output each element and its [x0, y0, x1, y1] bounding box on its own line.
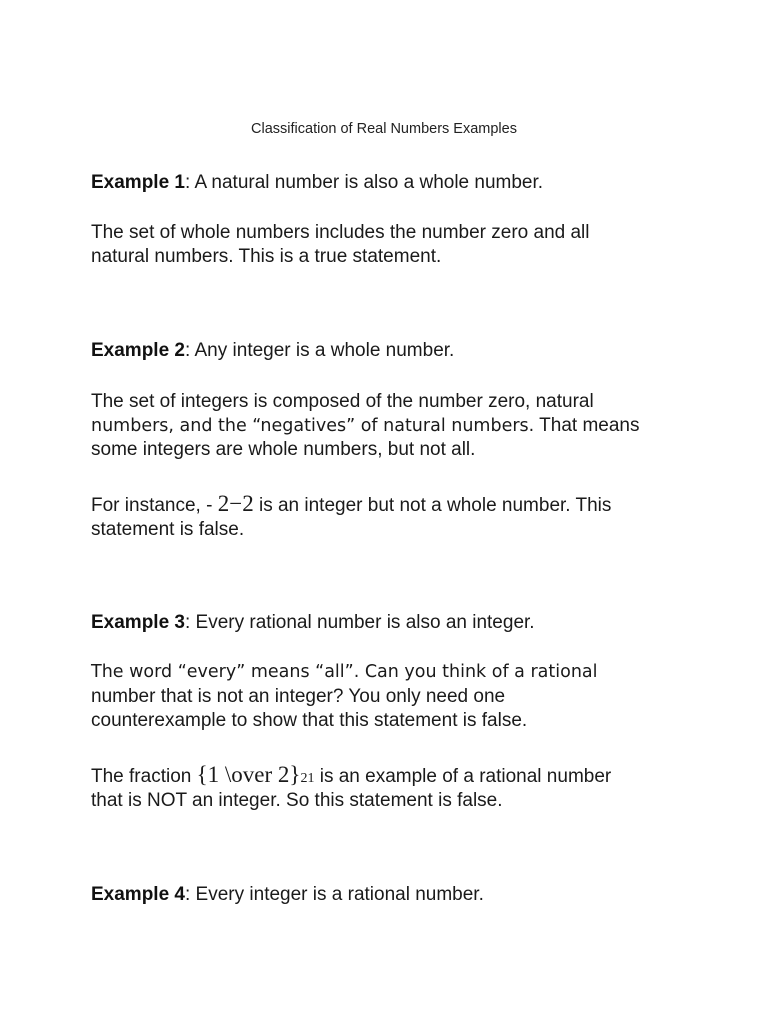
example-3-fraction-math: {1 \over 2} — [196, 762, 301, 787]
document-title: Classification of Real Numbers Examples — [251, 121, 517, 137]
example-2-instance-prefix: For instance, - — [91, 495, 218, 516]
example-2-instance-suffix: is an integer but not a whole number. This — [253, 495, 612, 516]
example-2-explanation-line-2 — [91, 414, 691, 438]
example-2-explanation-line-1: The set of integers is composed of the number zero, natural — [91, 391, 594, 412]
example-3-statement: : Every rational number is also an integer. — [185, 612, 535, 633]
example-2-explanation-line-3: some integers are whole numbers, but not all. — [91, 439, 476, 460]
example-3-fraction-suffix: is an example of a rational number — [314, 766, 612, 787]
example-3-label: Example 3 — [91, 612, 185, 633]
example-4-label: Example 4 — [91, 884, 185, 905]
example-4-statement: : Every integer is a rational number. — [185, 884, 484, 905]
example-3-fraction-line — [91, 763, 691, 791]
example-3-heading — [91, 611, 691, 635]
example-3-fraction-prefix: The fraction — [91, 766, 197, 787]
example-3-explanation-line-1: The word “every” means “all”. Can you think of a rational — [91, 662, 598, 682]
example-2-label: Example 2 — [91, 340, 185, 361]
example-2-instance-math: 2−2 — [217, 491, 254, 516]
example-1-statement: : A natural number is also a whole number. — [185, 172, 544, 193]
example-1-explanation-line-1: The set of whole numbers includes the number zero and all — [91, 222, 590, 243]
example-2-negatives-text: numbers, and the “negatives” of natural numbers. — [91, 416, 535, 436]
example-3-fraction-small: 21 — [300, 771, 315, 786]
example-4-heading — [91, 883, 691, 907]
example-2-instance-line — [91, 492, 691, 518]
example-1-label: Example 1 — [91, 172, 185, 193]
example-2-conclusion: statement is false. — [91, 519, 245, 540]
example-3-explanation-line-2: number that is not an integer? You only need one — [91, 686, 506, 707]
example-2-heading — [91, 339, 691, 363]
example-3-explanation-line-3: counterexample to show that this statement is false. — [91, 710, 528, 731]
example-3-conclusion: that is NOT an integer. So this statement is false. — [91, 790, 503, 811]
example-1-explanation-line-2: natural numbers. This is a true statement. — [91, 246, 442, 267]
example-1-heading — [91, 171, 691, 195]
example-2-statement: : Any integer is a whole number. — [185, 340, 455, 361]
example-2-line-2-rest: That means — [534, 415, 640, 436]
